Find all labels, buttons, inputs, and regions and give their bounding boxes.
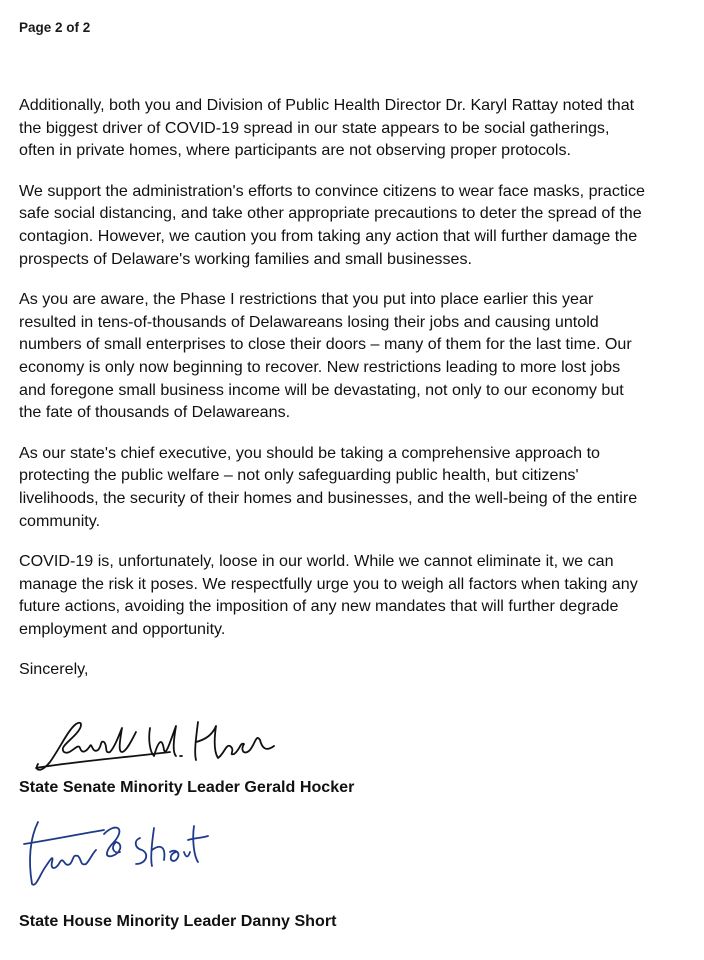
signature-stroke bbox=[36, 752, 170, 768]
signer-name-house: State House Minority Leader Danny Short bbox=[19, 912, 337, 930]
paragraph-social-gatherings: Additionally, both you and Division of Public Health Director Dr. Karyl Rattay noted that the biggest driver of COVID-19 spread in our state appears to be social gatherings, often in private homes, where participants are not observing proper protocols. bbox=[19, 96, 635, 160]
closing-salutation: Sincerely, bbox=[19, 660, 89, 679]
signature-danny-short bbox=[20, 814, 210, 894]
paragraph-manage-risk: COVID-19 is, unfortunately, loose in our world. While we cannot eliminate it, we can manage the risk it poses. We respectfully urge you to weigh all factors when taking any future actions, avoiding the imposition of any new mandates that will further degrade employment and opportunity. bbox=[19, 552, 638, 638]
signature-stroke bbox=[24, 830, 104, 844]
page-number-label: Page 2 of 2 bbox=[19, 20, 91, 35]
paragraph-phase-one-restrictions: As you are aware, the Phase I restrictions that you put into place earlier this year resulted in tens-of-thousands of Delawareans losing their jobs and causing untold numbers of small enterprises to close their doors – many of them for the last time. Our economy is only now beginning to recover. New restrictions leading to more lost jobs and foregone small business income will be devastating, not only to our economy but the fate of thousands of Delawareans. bbox=[19, 290, 632, 422]
signature-gerald-hocker bbox=[30, 712, 280, 778]
signature-stroke bbox=[104, 828, 120, 857]
signature-stroke bbox=[195, 722, 274, 760]
signature-stroke bbox=[30, 822, 96, 885]
paragraph-support-precautions: We support the administration's efforts to convince citizens to wear face masks, practice safe social distancing, and take other appropriate precautions to deter the spread of the contagion. However, we caution you from taking any action that will further damage the prospects of Delaware's working families and small businesses. bbox=[19, 181, 645, 268]
signature-stroke bbox=[149, 726, 182, 756]
signature-stroke bbox=[136, 826, 208, 866]
paragraph-comprehensive-approach: As our state's chief executive, you should be taking a comprehensive approach to protecting the public welfare – not only safeguarding public health, but citizens' livelihoods, the security of their homes and businesses, and the well-being of the entire community. bbox=[19, 443, 638, 530]
signer-name-senate: State Senate Minority Leader Gerald Hocker bbox=[19, 778, 355, 796]
letter-body bbox=[19, 94, 691, 681]
signature-stroke bbox=[37, 723, 136, 770]
